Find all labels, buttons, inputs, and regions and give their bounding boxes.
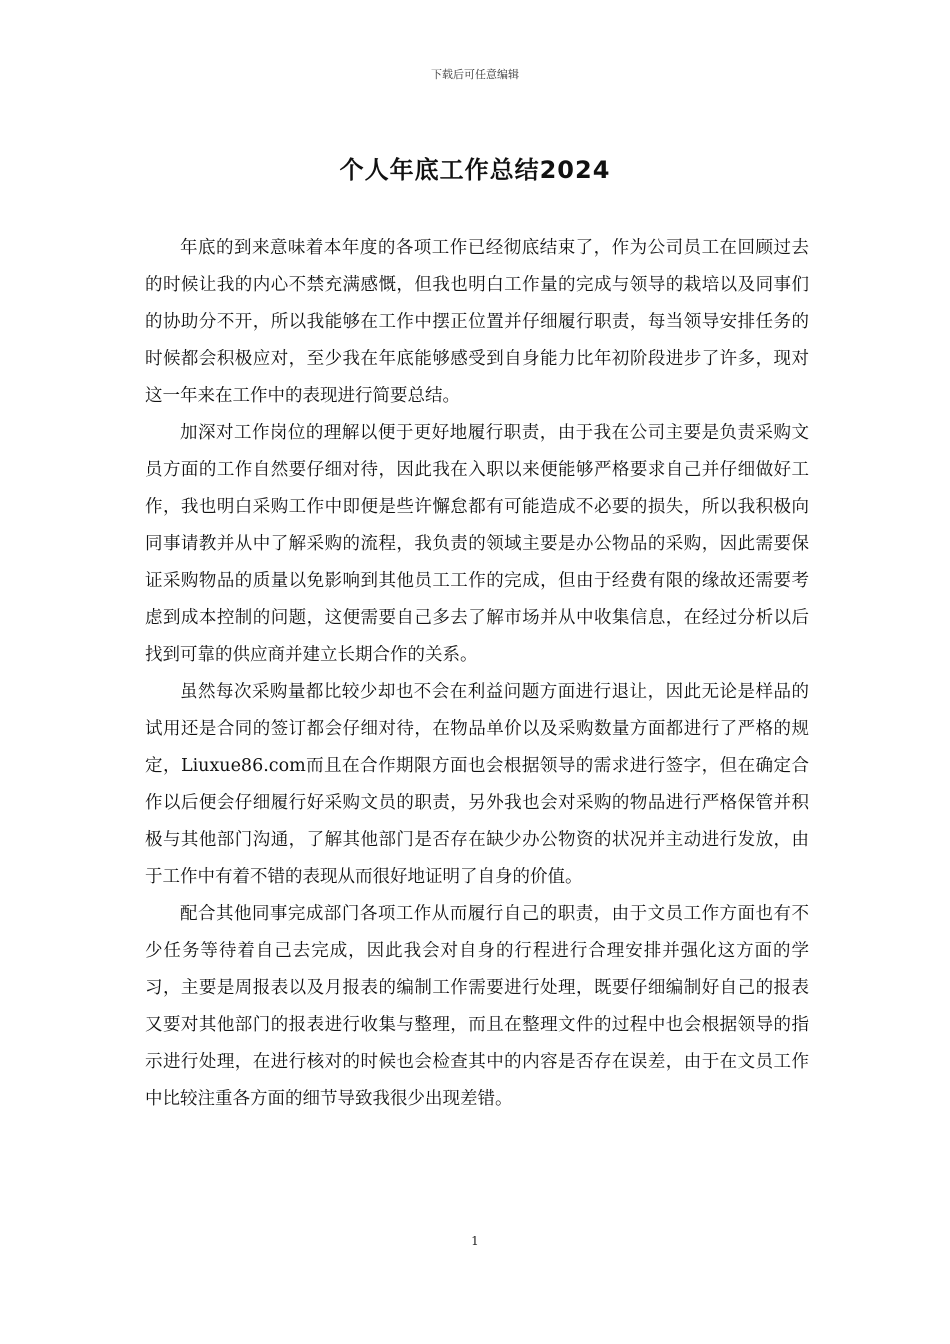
paragraph-2: 加深对工作岗位的理解以便于更好地履行职责，由于我在公司主要是负责采购文员方面的工作自然要仔细对待，因此我在入职以来便能够严格要求自己并仔细做好工作，我也明白采购工作中即便是些许懈怠都有可能造成不必要的损失，所以我积极向同事请教并从中了解采购的流程，我负责的领域主要是办公物品的采购，因此需要保证采购物品的质量以免影响到其他员工工作的完成，但由于经费有限的缘故还需要考虑到成本控制的问题，这便需要自己多去了解市场并从中收集信息，在经过分析以后找到可靠的供应商并建立长期合作的关系。 (145, 423, 809, 665)
page-header-note: 下载后可任意编辑 (431, 68, 519, 81)
document-title: 个人年底工作总结2024 (339, 156, 611, 184)
document-body (145, 230, 809, 1118)
paragraph-3: 虽然每次采购量都比较少却也不会在利益问题方面进行退让，因此无论是样品的试用还是合同的签订都会仔细对待，在物品单价以及采购数量方面都进行了严格的规定，Liuxue86.com而且在合作期限方面也会根据领导的需求进行签字，但在确定合作以后便会仔细履行好采购文员的职责，另外我也会对采购的物品进行严格保管并积极与其他部门沟通，了解其他部门是否存在缺少办公物资的状况并主动进行发放，由于工作中有着不错的表现从而很好地证明了自身的价值。 (145, 682, 809, 887)
page-number: 1 (471, 1234, 479, 1248)
paragraph-4: 配合其他同事完成部门各项工作从而履行自己的职责，由于文员工作方面也有不少任务等待着自己去完成，因此我会对自身的行程进行合理安排并强化这方面的学习，主要是周报表以及月报表的编制工作需要进行处理，既要仔细编制好自己的报表又要对其他部门的报表进行收集与整理，而且在整理文件的过程中也会根据领导的指示进行处理，在进行核对的时候也会检查其中的内容是否存在误差，由于在文员工作中比较注重各方面的细节导致我很少出现差错。 (145, 904, 809, 1109)
paragraph-1: 年底的到来意味着本年度的各项工作已经彻底结束了，作为公司员工在回顾过去的时候让我的内心不禁充满感慨，但我也明白工作量的完成与领导的栽培以及同事们的协助分不开，所以我能够在工作中摆正位置并仔细履行职责，每当领导安排任务的时候都会积极应对，至少我在年底能够感受到自身能力比年初阶段进步了许多，现对这一年来在工作中的表现进行简要总结。 (145, 238, 809, 406)
